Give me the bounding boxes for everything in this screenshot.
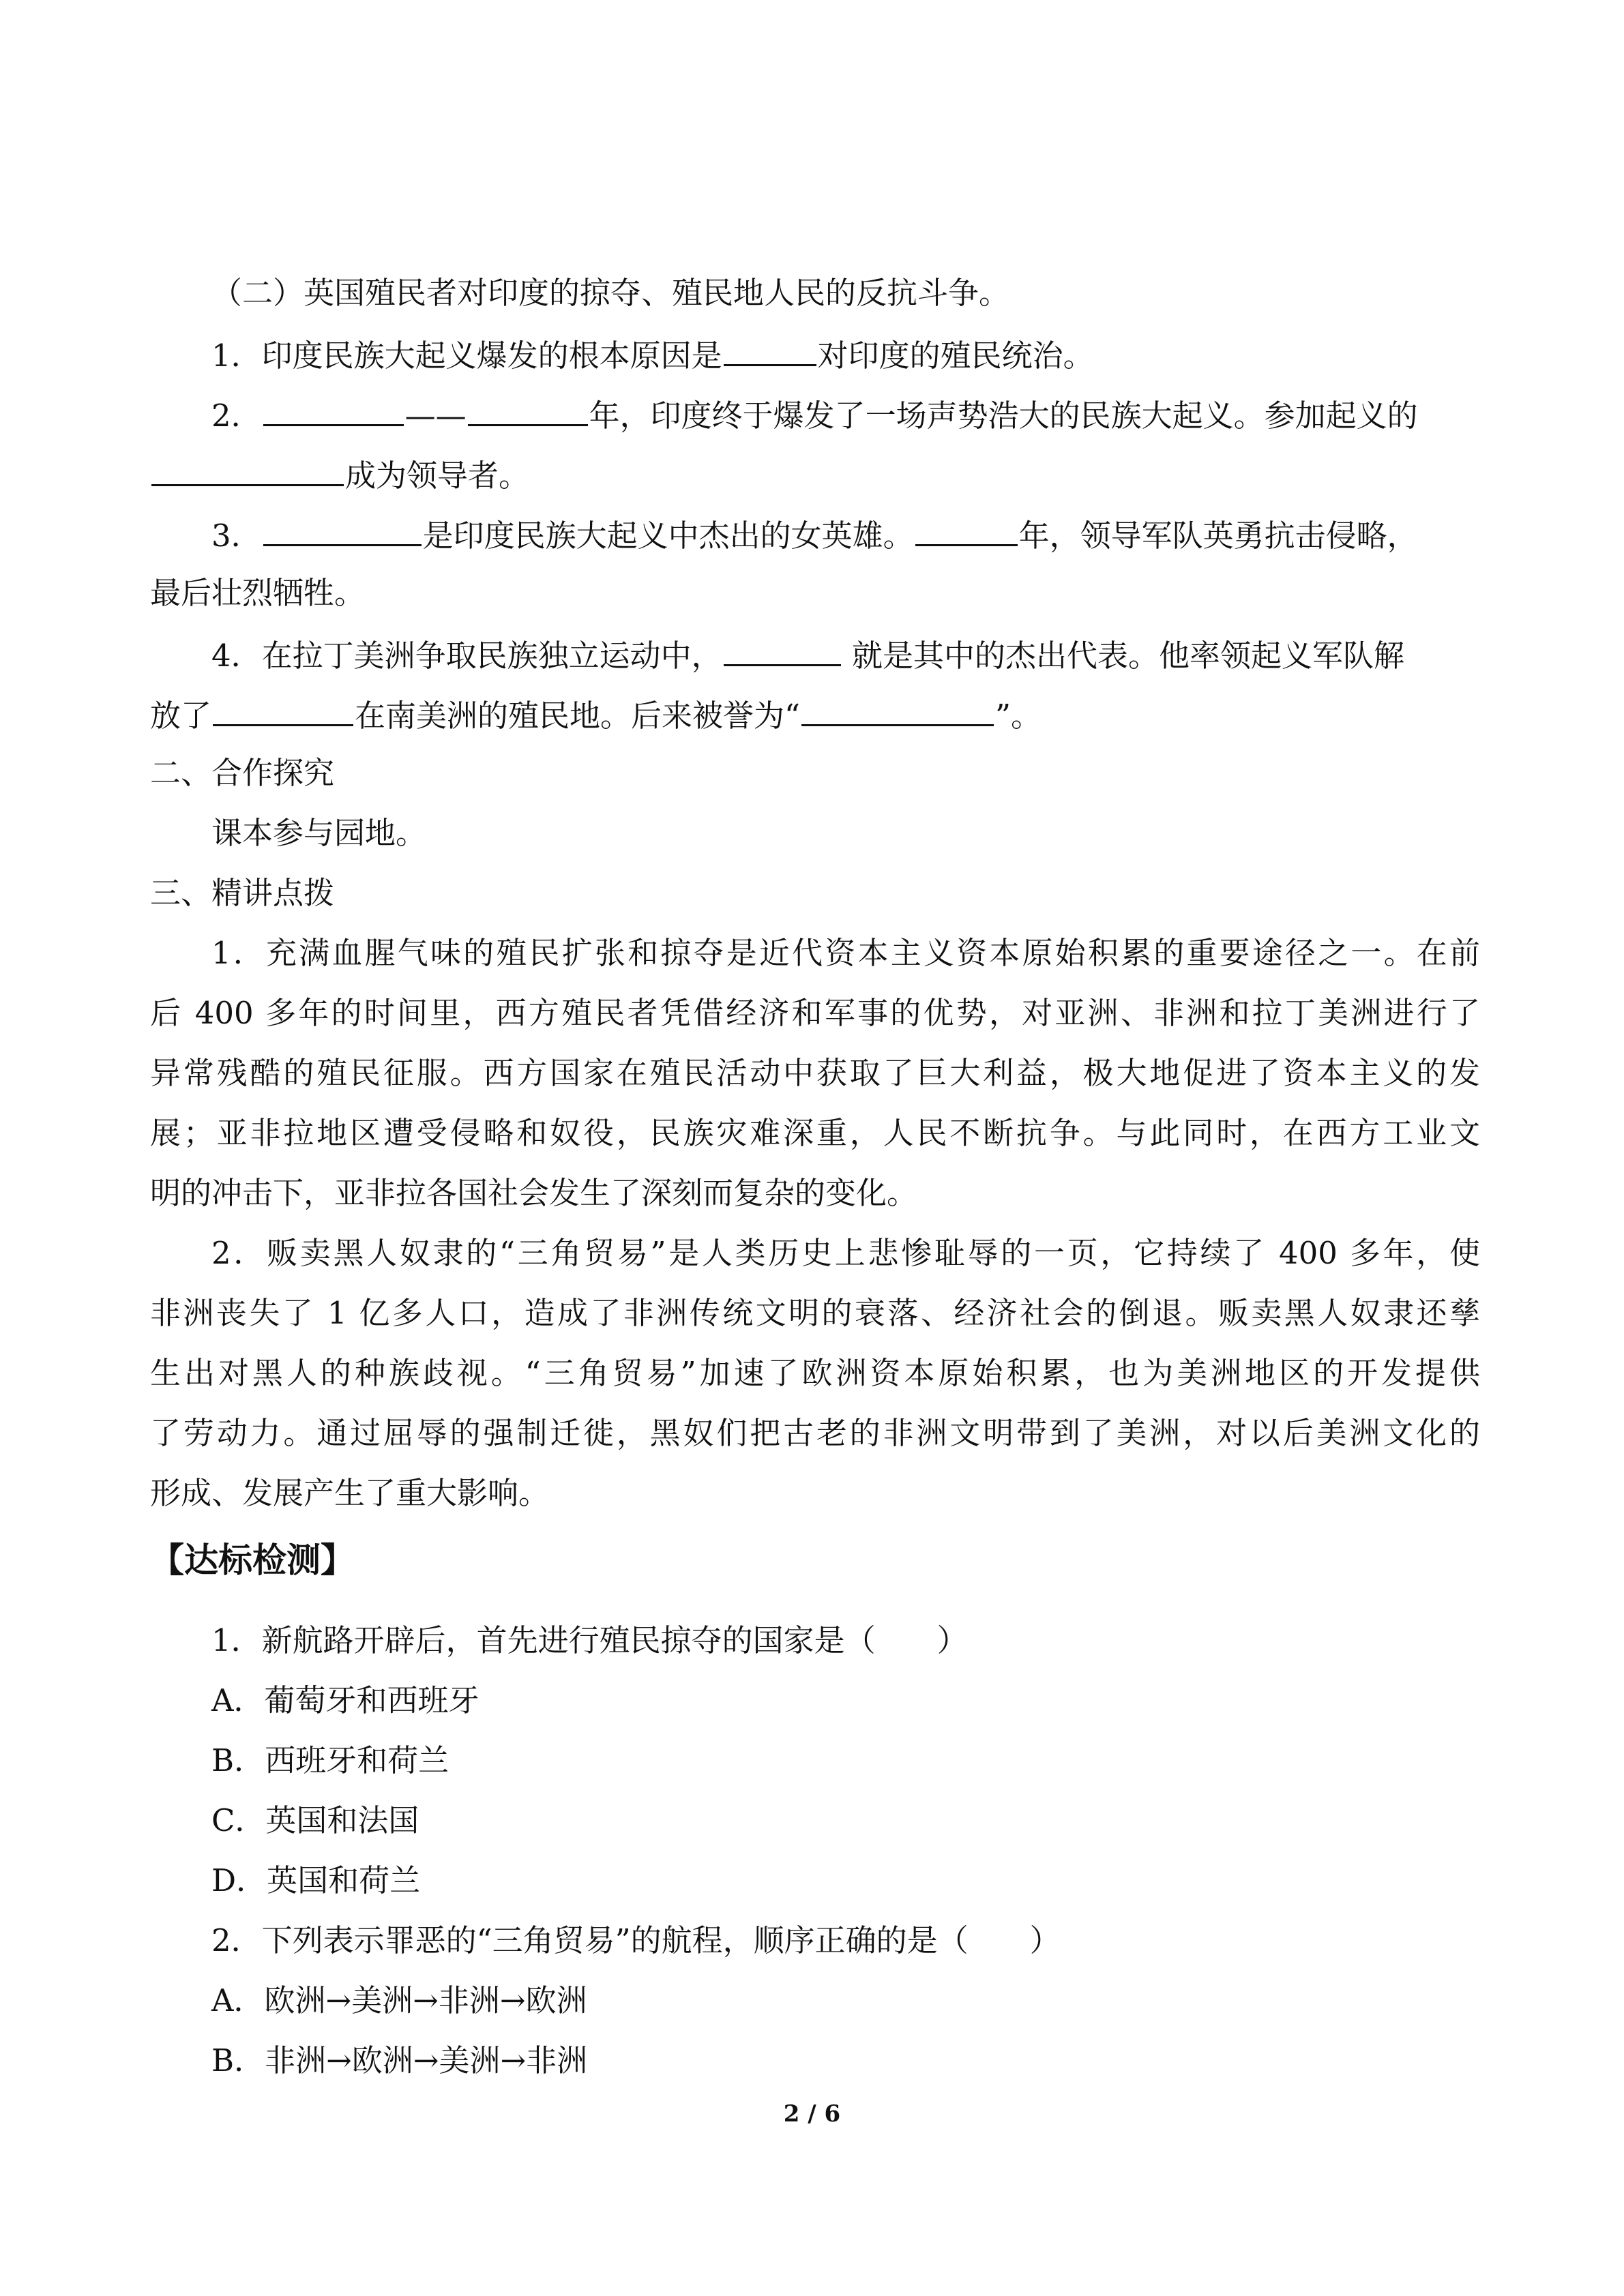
question-1: 1．印度民族大起义爆发的根本原因是 对印度的殖民统治。 <box>211 333 1480 374</box>
answer-blank[interactable] <box>915 513 1018 546</box>
test-question-2: 2．下列表示罪恶的“三角贸易”的航程，顺序正确的是（ ） <box>211 1922 1061 1958</box>
question-3-line-2: 最后壮烈牺牲。 <box>150 575 366 611</box>
section-title: （二）英国殖民者对印度的掠夺、殖民地人民的反抗斗争。 <box>211 275 1010 311</box>
option-c: C．英国和法国 <box>211 1802 419 1838</box>
question-2-line-2: 成为领导者。 <box>150 453 1480 494</box>
lecture-p1-line: 异常残酷的殖民征服。西方国家在殖民活动中获取了巨大利益，极大地促进了资本主义的发 <box>150 1055 1480 1091</box>
lecture-p2-line: 非洲丧失了 1 亿多人口，造成了非洲传统文明的衰落、经济社会的倒退。贩卖黑人奴隶还孳 <box>150 1295 1480 1331</box>
question-3: 3． 是印度民族大起义中杰出的女英雄。 年，领导军队英勇抗击侵略， <box>211 513 1480 554</box>
lecture-p2-line: 生出对黑人的种族歧视。“三角贸易”加速了欧洲资本原始积累，也为美洲地区的开发提供 <box>150 1355 1480 1391</box>
answer-blank[interactable] <box>468 393 588 426</box>
option-b: B．非洲→欧洲→美洲→非洲 <box>211 2042 588 2078</box>
answer-blank[interactable] <box>263 513 422 546</box>
lecture-p1-line: 明的冲击下，亚非拉各国社会发生了深刻而复杂的变化。 <box>150 1175 918 1211</box>
question-4-line-2: 放了 在南美洲的殖民地。后来被誉为“ ”。 <box>150 693 1480 734</box>
answer-blank[interactable] <box>151 453 344 486</box>
answer-blank[interactable] <box>801 693 994 726</box>
lecture-p2-line: 2．贩卖黑人奴隶的“三角贸易”是人类历史上悲惨耻辱的一页，它持续了 400 多年，使 <box>211 1235 1480 1271</box>
lecture-p1-line: 展；亚非拉地区遭受侵略和奴役，民族灾难深重，人民不断抗争。与此同时，在西方工业文 <box>150 1115 1480 1151</box>
lecture-heading: 三、精讲点拨 <box>150 875 335 911</box>
question-2: 2． —— 年，印度终于爆发了一场声势浩大的民族大起义。参加起义的 <box>211 393 1480 434</box>
answer-blank[interactable] <box>263 393 404 426</box>
answer-blank[interactable] <box>724 633 841 666</box>
lecture-p2-line: 了劳动力。通过屈辱的强制迁徙，黑奴们把古老的非洲文明带到了美洲，对以后美洲文化的 <box>150 1415 1480 1451</box>
test-heading: 【达标检测】 <box>150 1540 355 1580</box>
answer-blank[interactable] <box>724 333 816 366</box>
page-number: 2 / 6 <box>783 2100 841 2128</box>
test-question-1: 1．新航路开辟后，首先进行殖民掠夺的国家是（ ） <box>211 1622 968 1658</box>
question-4: 4．在拉丁美洲争取民族独立运动中， 就是其中的杰出代表。他率领起义军队解 <box>211 633 1480 674</box>
cooperation-text: 课本参与园地。 <box>211 815 427 851</box>
answer-blank[interactable] <box>213 693 353 726</box>
lecture-p1-line: 后 400 多年的时间里，西方殖民者凭借经济和军事的优势，对亚洲、非洲和拉丁美洲进行了 <box>150 995 1480 1031</box>
lecture-p2-line: 形成、发展产生了重大影响。 <box>150 1475 550 1511</box>
option-a: A．欧洲→美洲→非洲→欧洲 <box>211 1982 587 2018</box>
cooperation-heading: 二、合作探究 <box>150 755 335 791</box>
option-a: A．葡萄牙和西班牙 <box>211 1682 479 1718</box>
option-d: D．英国和荷兰 <box>211 1862 421 1898</box>
option-b: B．西班牙和荷兰 <box>211 1742 449 1778</box>
lecture-p1-line: 1．充满血腥气味的殖民扩张和掠夺是近代资本主义资本原始积累的重要途径之一。在前 <box>211 935 1480 971</box>
